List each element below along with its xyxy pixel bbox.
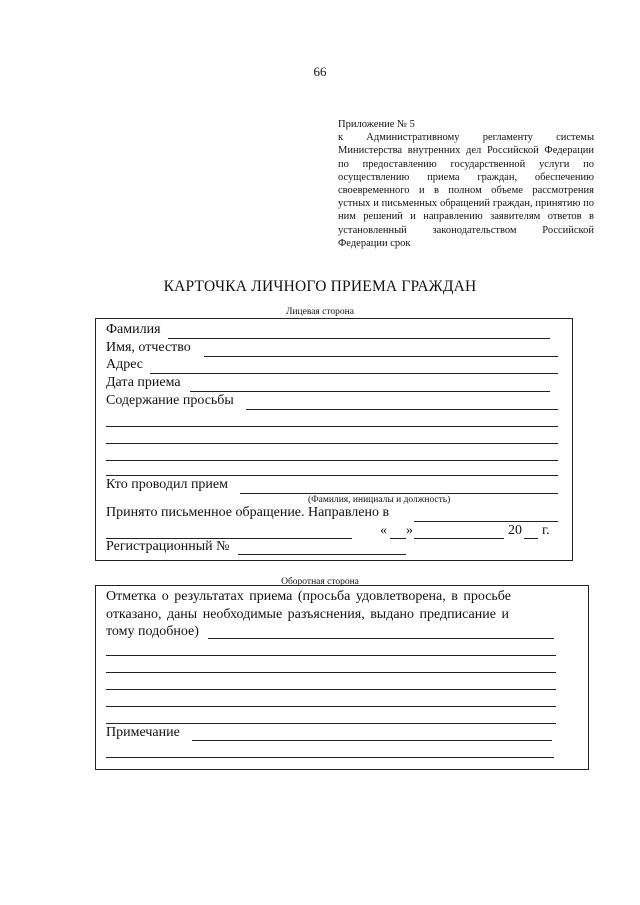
note-line-1 — [192, 740, 552, 741]
request-content-line-2 — [106, 426, 558, 427]
request-content-line-1 — [246, 409, 558, 410]
appendix-heading: Приложение № 5 — [338, 119, 415, 130]
appendix-text: к Административному регламенту системы Министерства внутренних дел Российской Федерации по предоставлению государственной услуги по осуществлению приема граждан, обеспечению своевременного и в полном объеме рассмотрения устных и письменных обращений граждан, принятию по ним решений и направлению заявителям ответов в установленный законодательством Российской Федерации срок — [338, 132, 594, 249]
name-patronymic-label: Имя, отчество — [106, 340, 191, 355]
result-text-line-1: Отметка о результатах приема (просьба удовлетворена, в просьбе — [106, 589, 511, 604]
result-text-line-3: тому подобное) — [106, 624, 199, 639]
result-line-3 — [106, 672, 556, 673]
quote-close: » — [406, 523, 413, 538]
front-side-label: Лицевая сторона — [286, 307, 354, 317]
surname-label: Фамилия — [106, 322, 161, 337]
back-card-box — [95, 585, 589, 770]
name-patronymic-line — [204, 356, 558, 357]
page-number: 66 — [313, 64, 327, 79]
quote-open: « — [380, 523, 387, 538]
front-card-box — [95, 318, 573, 561]
result-text-line-2: отказано, даны необходимые разъяснения, выдано предписание и — [106, 607, 509, 622]
written-appeal-line — [414, 521, 558, 522]
request-content-line-3 — [106, 443, 558, 444]
surname-line — [168, 338, 550, 339]
appendix-block — [338, 118, 594, 250]
month-line — [414, 538, 504, 539]
result-line-2 — [106, 655, 556, 656]
address-line — [150, 373, 558, 374]
note-line-2 — [106, 757, 554, 758]
year-prefix: 20 — [508, 523, 522, 538]
date-line — [190, 391, 550, 392]
conducted-by-hint: (Фамилия, инициалы и должность) — [308, 495, 451, 505]
result-line-5 — [106, 706, 556, 707]
date-label: Дата приема — [106, 375, 181, 390]
note-label: Примечание — [106, 725, 180, 740]
conducted-by-line — [240, 493, 558, 494]
request-content-label: Содержание просьбы — [106, 393, 234, 408]
result-line-6 — [106, 723, 556, 724]
written-appeal-label: Принято письменное обращение. Направлено в — [106, 505, 390, 520]
back-side-label: Оборотная сторона — [281, 577, 359, 587]
registration-line — [238, 554, 406, 555]
year-suffix: г. — [542, 523, 550, 538]
request-content-line-5 — [106, 475, 558, 476]
result-line-1 — [208, 638, 554, 639]
address-label: Адрес — [106, 357, 144, 372]
registration-label: Регистрационный № — [106, 539, 230, 554]
day-line — [390, 538, 406, 539]
request-content-line-4 — [106, 460, 558, 461]
year-line — [524, 538, 538, 539]
card-title: КАРТОЧКА ЛИЧНОГО ПРИЕМА ГРАЖДАН — [163, 278, 477, 295]
result-line-4 — [106, 689, 556, 690]
conducted-by-label: Кто проводил прием — [106, 477, 229, 492]
